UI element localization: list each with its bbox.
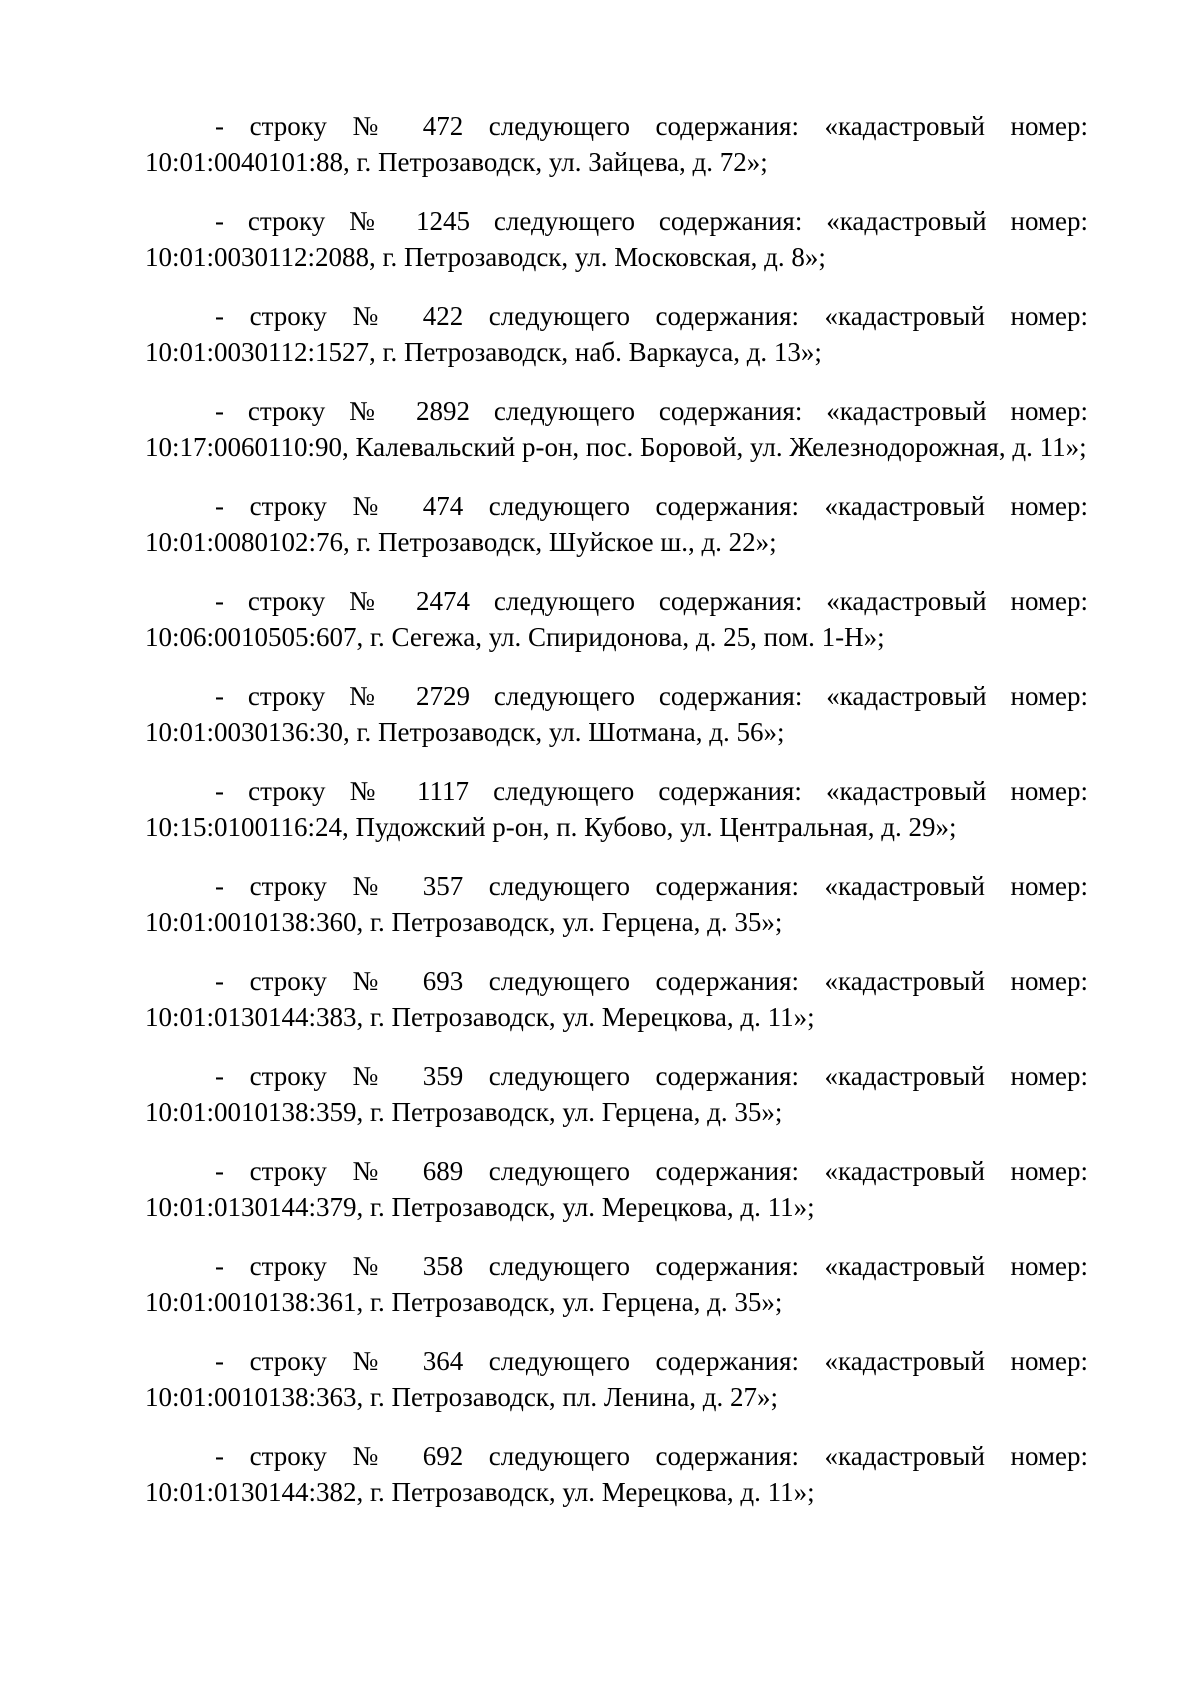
amendment-paragraph-1117: - строку № 1117 следующего содержания: «кадастровый номер: 10:15:0100116:24, Пудожский р-он, п. Кубово, ул. Центральная, д. 29»;: [145, 776, 1088, 842]
amendment-paragraph-2729: - строку № 2729 следующего содержания: «кадастровый номер: 10:01:0030136:30, г. Петрозаводск, ул. Шотмана, д. 56»;: [145, 681, 1088, 747]
amendment-paragraph-358: - строку № 358 следующего содержания: «кадастровый номер: 10:01:0010138:361, г. Петрозаводск, ул. Герцена, д. 35»;: [145, 1251, 1088, 1317]
amendment-paragraph-422: - строку № 422 следующего содержания: «кадастровый номер: 10:01:0030112:1527, г. Петрозаводск, наб. Варкауса, д. 13»;: [145, 301, 1088, 367]
document-body: [145, 108, 1088, 1533]
amendment-paragraph-692: - строку № 692 следующего содержания: «кадастровый номер: 10:01:0130144:382, г. Петрозаводск, ул. Мерецкова, д. 11»;: [145, 1441, 1088, 1507]
amendment-paragraph-693: - строку № 693 следующего содержания: «кадастровый номер: 10:01:0130144:383, г. Петрозаводск, ул. Мерецкова, д. 11»;: [145, 966, 1088, 1032]
amendment-paragraph-364: - строку № 364 следующего содержания: «кадастровый номер: 10:01:0010138:363, г. Петрозаводск, пл. Ленина, д. 27»;: [145, 1346, 1088, 1412]
amendment-paragraph-689: - строку № 689 следующего содержания: «кадастровый номер: 10:01:0130144:379, г. Петрозаводск, ул. Мерецкова, д. 11»;: [145, 1156, 1088, 1222]
amendment-paragraph-357: - строку № 357 следующего содержания: «кадастровый номер: 10:01:0010138:360, г. Петрозаводск, ул. Герцена, д. 35»;: [145, 871, 1088, 937]
amendment-paragraph-1245: - строку № 1245 следующего содержания: «кадастровый номер: 10:01:0030112:2088, г. Петрозаводск, ул. Московская, д. 8»;: [145, 206, 1088, 272]
amendment-paragraph-472: - строку № 472 следующего содержания: «кадастровый номер: 10:01:0040101:88, г. Петрозаводск, ул. Зайцева, д. 72»;: [145, 111, 1088, 177]
amendment-paragraph-359: - строку № 359 следующего содержания: «кадастровый номер: 10:01:0010138:359, г. Петрозаводск, ул. Герцена, д. 35»;: [145, 1061, 1088, 1127]
amendment-paragraph-474: - строку № 474 следующего содержания: «кадастровый номер: 10:01:0080102:76, г. Петрозаводск, Шуйское ш., д. 22»;: [145, 491, 1088, 557]
amendment-paragraph-2474: - строку № 2474 следующего содержания: «кадастровый номер: 10:06:0010505:607, г. Сегежа, ул. Спиридонова, д. 25, пом. 1-Н»;: [145, 586, 1088, 652]
amendment-paragraph-2892: - строку № 2892 следующего содержания: «кадастровый номер: 10:17:0060110:90, Калевальский р-он, пос. Боровой, ул. Железнодорожная, д. 11»;: [145, 396, 1088, 462]
